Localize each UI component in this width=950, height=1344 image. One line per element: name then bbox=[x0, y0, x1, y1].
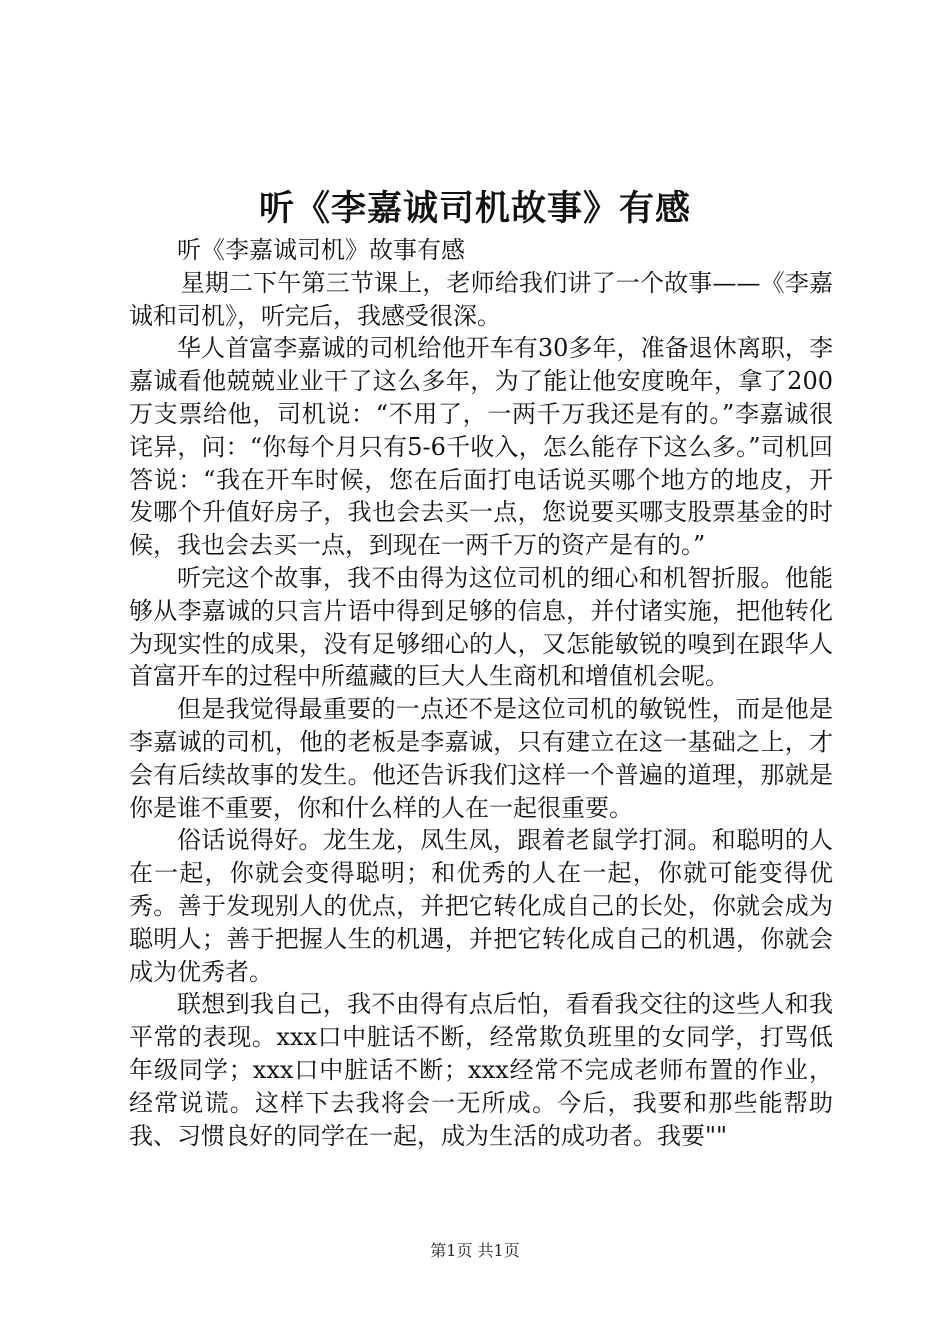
body-paragraph: 听完这个故事，我不由得为这位司机的细心和机智折服。他能够从李嘉诚的只言片语中得到足够的信息，并付诸实施，把他转化为现实性的成果，没有足够细心的人，又怎能敏锐的嗅到在跟华人首富开车的过程中所蕴藏的巨大人生商机和增值机会呢。 bbox=[129, 563, 833, 691]
subtitle-paragraph: 听《李嘉诚司机》故事有感 bbox=[177, 236, 465, 264]
page-footer: 第1页 共1页 bbox=[430, 1241, 520, 1260]
body-paragraph: 联想到我自己，我不由得有点后怕，看看我交往的这些人和我平常的表现。xxx口中脏话不断，经常欺负班里的女同学，打骂低年级同学；xxx口中脏话不断；xxx经常不完成老师布置的作业，经常说谎。这样下去我将会一无所成。今后，我要和那些能帮助我、习惯良好的同学在一起，成为生活的成功者。我要"" bbox=[129, 990, 833, 1150]
body-paragraph: 星期二下午第三节课上，老师给我们讲了一个故事——《李嘉诚和司机》，听完后，我感受很深。 bbox=[129, 268, 833, 330]
document-body bbox=[129, 234, 833, 1152]
body-paragraph: 华人首富李嘉诚的司机给他开车有30多年，准备退休离职，李嘉诚看他兢兢业业干了这么多年，为了能让他安度晚年，拿了200万支票给他，司机说：“不用了，一两千万我还是有的。”李嘉诚很诧异，问：“你每个月只有5-6千收入，怎么能存下这么多。”司机回答说：“我在开车时候，您在后面打电话说买哪个地方的地皮，开发哪个升值好房子，我也会去买一点，您说要买哪支股票基金的时候，我也会去买一点，到现在一两千万的资产是有的。” bbox=[129, 334, 833, 560]
body-paragraph: 但是我觉得最重要的一点还不是这位司机的敏锐性，而是他是李嘉诚的司机，他的老板是李嘉诚，只有建立在这一基础之上，才会有后续故事的发生。他还告诉我们这样一个普遍的道理，那就是你是谁不重要，你和什么样的人在一起很重要。 bbox=[129, 695, 833, 822]
document-title: 听《李嘉诚司机故事》有感 bbox=[258, 188, 691, 229]
body-paragraph: 俗话说得好。龙生龙，凤生凤，跟着老鼠学打洞。和聪明的人在一起，你就会变得聪明；和优秀的人在一起，你就可能变得优秀。善于发现别人的优点，并把它转化成自己的长处，你就会成为聪明人；善于把握人生的机遇，并把它转化成自己的机遇，你就会成为优秀者。 bbox=[129, 826, 833, 986]
